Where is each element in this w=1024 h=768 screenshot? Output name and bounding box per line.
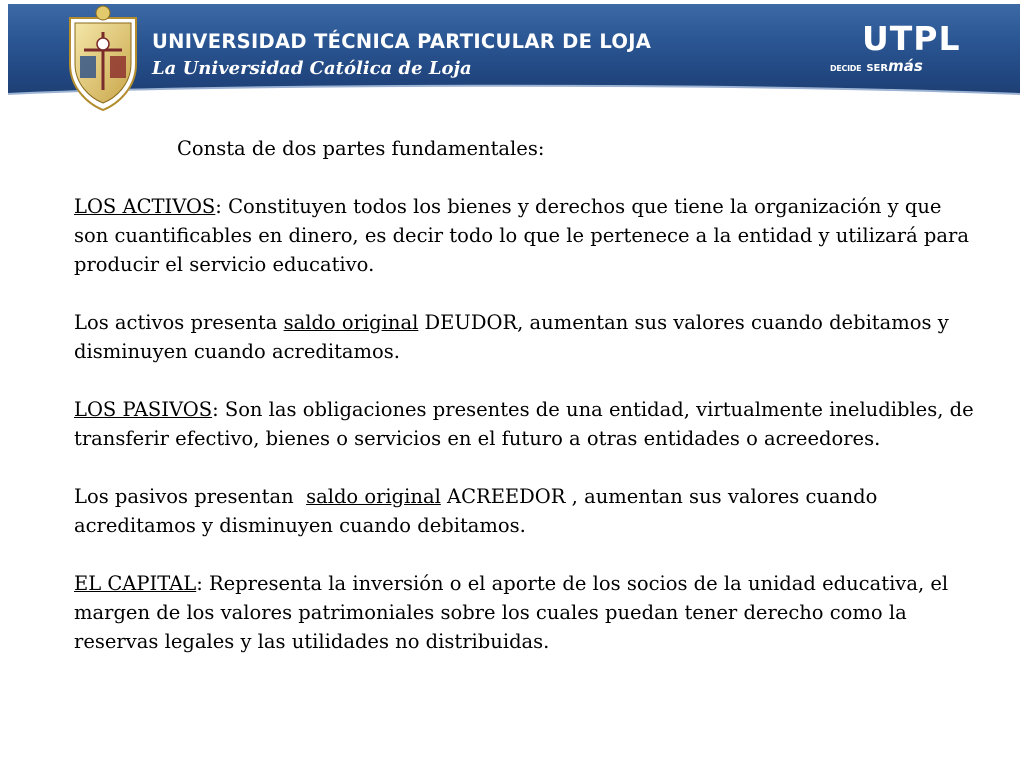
- pasivos-definition: : Son las obligaciones presentes de una entidad, virtualmente ineludibles, de transferir efectivo, bienes o servicios en el futuro a otras entidades o acreedores.: [74, 398, 974, 450]
- university-seal-icon: [62, 4, 144, 112]
- activos-saldo-paragraph: [74, 308, 974, 366]
- paragraph-gap: [74, 279, 974, 308]
- paragraph-gap: [74, 163, 974, 192]
- activos-paragraph: [74, 192, 974, 279]
- university-tagline: La Universidad Católica de Loja: [152, 58, 472, 79]
- pasivos-saldo-paragraph: [74, 482, 974, 540]
- pasivos-saldo-post: ACREEDOR , aumentan sus valores cuando acreditamos y disminuyen cuando debitamos.: [74, 485, 878, 537]
- slide-body: [74, 134, 974, 656]
- utpl-slogan: [830, 56, 923, 75]
- capital-definition: : Representa la inversión o el aporte de los socios de la unidad educativa, el margen de los valores patrimoniales sobre los cuales puedan tener derecho como la reservas legales y las utilidades no distribuidas.: [74, 572, 949, 653]
- university-name: UNIVERSIDAD TÉCNICA PARTICULAR DE LOJA: [152, 30, 652, 53]
- utpl-logo-text: UTPL: [862, 19, 961, 58]
- capital-paragraph: [74, 569, 974, 656]
- capital-term: EL CAPITAL: [74, 572, 197, 595]
- activos-definition: : Constituyen todos los bienes y derechos que tiene la organización y que son cuantificables en dinero, es decir todo lo que le pertenece a la entidad y utilizará para producir el servicio educativo.: [74, 195, 969, 276]
- activos-saldo-pre: Los activos presenta: [74, 311, 284, 334]
- slogan-decide: DECIDE: [830, 64, 862, 73]
- intro-line: Consta de dos partes fundamentales:: [177, 137, 545, 160]
- slogan-ser: SER: [866, 63, 889, 74]
- pasivos-saldo-pre: Los pasivos presentan: [74, 485, 307, 508]
- pasivos-paragraph: [74, 395, 974, 453]
- slogan-mas: más: [888, 57, 923, 75]
- activos-term: LOS ACTIVOS: [74, 195, 216, 218]
- paragraph-gap: [74, 366, 974, 395]
- paragraph-gap: [74, 453, 974, 482]
- activos-saldo-post: DEUDOR, aumentan sus valores cuando debitamos y disminuyen cuando acreditamos.: [74, 311, 949, 363]
- pasivos-saldo-underlined: saldo original: [306, 485, 441, 508]
- paragraph-gap: [74, 540, 974, 569]
- pasivos-term: LOS PASIVOS: [74, 398, 213, 421]
- activos-saldo-underlined: saldo original: [283, 311, 419, 334]
